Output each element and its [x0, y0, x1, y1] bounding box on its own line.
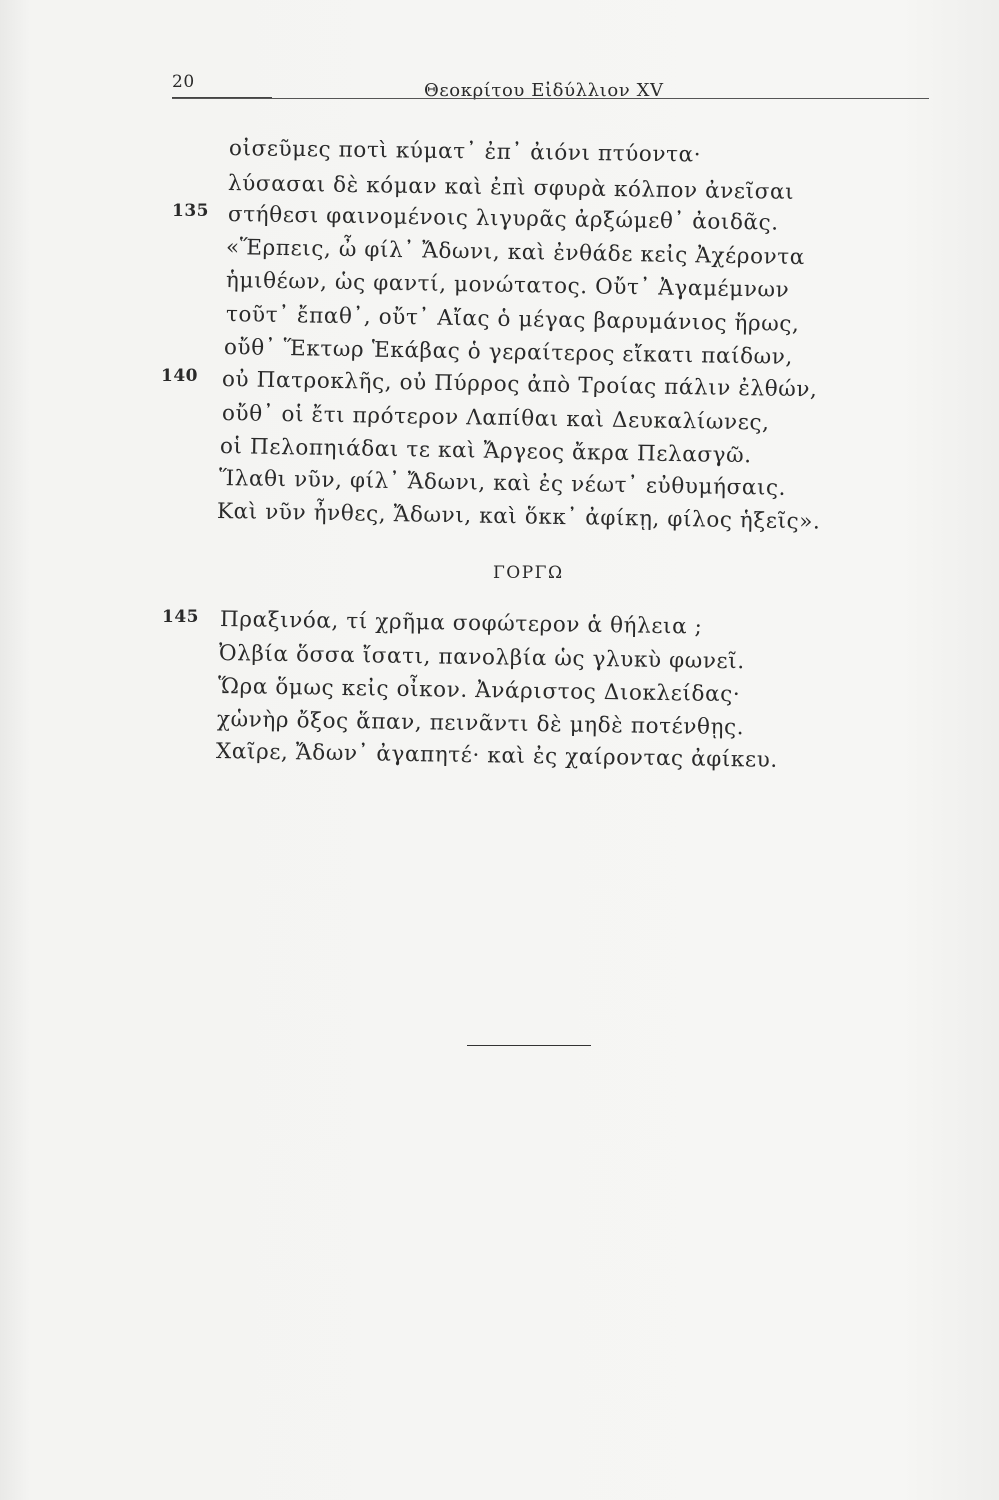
verse-line: στήθεσι φαινομένοις λιγυρᾶς ἀρξώμεθ᾿ ἀοιδᾶς.	[227, 202, 779, 236]
verse-line: Πραξινόα, τί χρῆμα σοφώτερον ἁ θήλεια ;	[219, 607, 703, 640]
page-header	[172, 70, 929, 100]
page-number: 20	[172, 72, 195, 92]
header-rule	[172, 98, 929, 99]
verse-line: οἰσεῦμες ποτὶ κύματ᾿ ἐπ᾿ ἀιόνι πτύοντα·	[228, 136, 702, 168]
line-number: 135	[172, 201, 209, 221]
verse-line: οὔθ᾿ Ἕκτωρ Ἑκάβας ὁ γεραίτερος εἴκατι παίδων,	[223, 335, 794, 370]
verse-line: Ὀλβία ὅσσα ἴσατι, πανολβία ὡς γλυκὺ φωνεῖ.	[218, 641, 745, 675]
section-end-rule	[467, 1045, 591, 1046]
line-number: 145	[162, 607, 199, 627]
verse-line: λύσασαι δὲ κόμαν καὶ ἐπὶ σφυρὰ κόλπον ἀνεῖσαι	[227, 171, 795, 205]
verse-line: Ὥρα ὅμως κεἰς οἶκον. Ἀνάριστος Διοκλείδας·	[217, 674, 741, 708]
verse-line: τοῦτ᾿ ἔπαθ᾿, οὔτ᾿ Αἴας ὁ μέγας βαρυμάνιος ἥρως,	[225, 302, 800, 338]
line-number: 140	[161, 366, 198, 386]
verse-line: χὡνὴρ ὄξος ἅπαν, πεινᾶντι δὲ μηδὲ ποτένθῃς.	[216, 707, 745, 741]
verse-line: ἡμιθέων, ὡς φαντί, μονώτατος. Οὔτ᾿ Ἀγαμέμνων	[225, 268, 790, 303]
verse-line: Ἵλαθι νῦν, φίλ᾿ Ἄδωνι, καὶ ἐς νέωτ᾿ εὐθυμήσαις.	[218, 466, 787, 501]
header-rule-accent	[172, 97, 272, 98]
verse-line: οὔθ᾿ οἱ ἔτι πρότερον Λαπίθαι καὶ Δευκαλίωνες,	[221, 401, 770, 436]
running-title: Θεοκρίτου Εἰδύλλιον XV	[424, 80, 664, 101]
verse-line: Καὶ νῦν ἦνθες, Ἄδωνι, καὶ ὅκκ᾿ ἀφίκῃ, φίλος ἡξεῖς».	[216, 499, 821, 535]
speaker-heading: ΓΟΡΓΩ	[493, 563, 564, 583]
verse-line: «Ἕρπεις, ὦ φίλ᾿ Ἄδωνι, καὶ ἐνθάδε κεἰς Ἀχέροντα	[225, 235, 806, 271]
verse-line: οἱ Πελοπηιάδαι τε καὶ Ἄργεος ἄκρα Πελασγῶ.	[219, 434, 752, 469]
verse-line: Χαῖρε, Ἄδων᾿ ἀγαπητέ· καὶ ἐς χαίροντας ἀφίκευ.	[215, 739, 778, 773]
verse-line: οὐ Πατροκλῆς, οὐ Πύρρος ἀπὸ Τροίας πάλιν ἐλθών,	[221, 367, 818, 403]
